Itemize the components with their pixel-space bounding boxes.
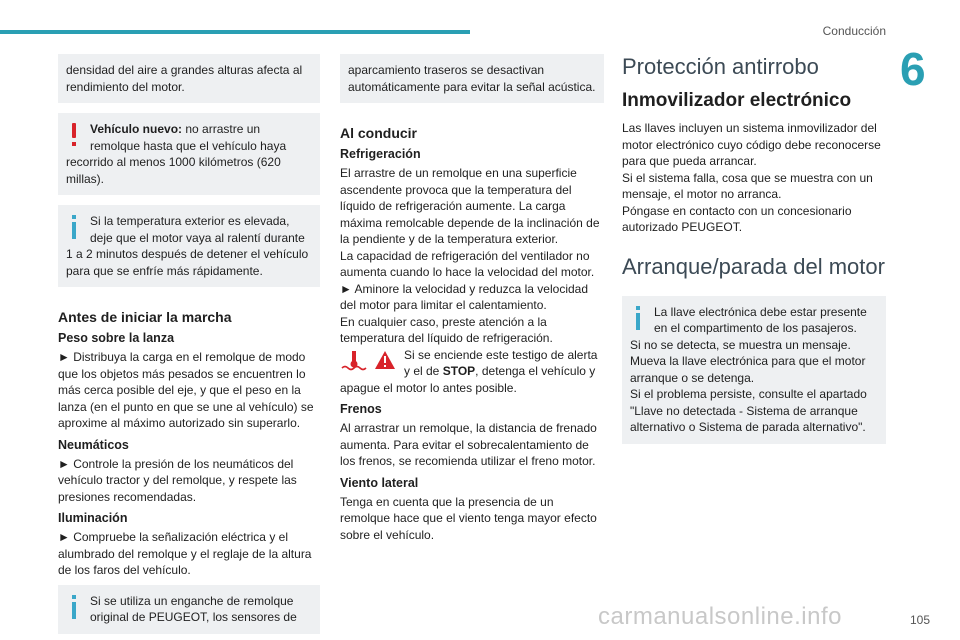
paragraph-neumaticos: ► Controle la presión de los neumáticos del vehículo tractor y del remolque, y respete las presiones recomendadas.: [58, 456, 297, 504]
subheading-iluminacion: Iluminación: [58, 511, 128, 525]
warning-exclamation-icon: [66, 121, 84, 153]
info-text: Si se utiliza un enganche de remolque original de PEUGEOT, los sensores de: [90, 593, 297, 624]
paragraph-refrigeracion-1: El arrastre de un remolque en una superficie ascendente provoca que la temperatura del líquido de refrigeración aumente. La carga máxima remolcable depende de la inclinación de la pendiente y de la temperatura exterior.: [340, 166, 600, 246]
title-proteccion: Protección antirrobo: [622, 54, 819, 79]
paragraph-refrigeracion-2: La capacidad de refrigeración del ventilador no aumenta cuando lo hace la velocidad del motor.: [340, 248, 595, 279]
info-box-llave: [622, 296, 886, 444]
info-text: Si la temperatura exterior es elevada, deje que el motor vaya al ralentí durante 1 a 2 minutos después de detener el vehículo para que se enfríe más rápidamente.: [66, 214, 309, 278]
note-text: densidad del aire a grandes alturas afecta al rendimiento del motor.: [66, 63, 303, 94]
header-accent-bar: [0, 30, 470, 34]
warning-lead: Vehículo nuevo:: [90, 122, 183, 136]
chapter-title: Conducción: [822, 24, 886, 38]
subheading-frenos: Frenos: [340, 402, 382, 416]
subheading-viento: Viento lateral: [340, 475, 419, 490]
subheading-lanza: Peso sobre la lanza: [58, 331, 175, 345]
info-text: aparcamiento traseros se desactivan automáticamente para evitar la señal acústica.: [348, 63, 596, 94]
info-text-d: Si el problema persiste, consulte el apartado "Llave no detectada - Sistema de arranque alternativo o Sistema de parada alternativo".: [630, 387, 867, 434]
page-number: 105: [909, 613, 930, 627]
info-box-continued: [340, 54, 604, 103]
alert-triangle-icon: [374, 350, 396, 370]
stop-label: STOP: [442, 364, 476, 378]
note-box-continued: [58, 54, 320, 103]
warning-text: no arrastre un remolque hasta que el vehículo haya recorrido al menos 1000 kilómetros (620 millas).: [66, 122, 287, 186]
subheading-refrigeracion: Refrigeración: [340, 147, 421, 161]
info-icon: [66, 593, 84, 625]
paragraph-lanza: ► Distribuya la carga en el remolque de modo que los objetos más pesados se encuentren lo más cerca posible del eje, y que el peso en la lanza (en el punto en que se une al vehículo) se aproxime al máximo autorizado sin superarlo.: [58, 350, 314, 430]
paragraph-refrigeracion-4: En cualquier caso, preste atención a la temperatura del líquido de refrigeración.: [340, 314, 553, 345]
info-text-c: Mueva la llave electrónica para que el motor arranque o se detenga.: [630, 354, 866, 385]
paragraph-frenos: Al arrastrar un remolque, la distancia de frenado aumenta. Para evitar el sobrecalentamiento de los frenos, se recomienda utilizar el freno motor.: [340, 421, 597, 468]
watermark: carmanualsonline.info: [598, 603, 842, 630]
paragraph-inmov-2: Si el sistema falla, cosa que se muestra con un mensaje, el motor no arranca.: [622, 170, 873, 201]
paragraph-testigo: [340, 347, 604, 397]
info-box-enganche: [58, 585, 320, 634]
subheading-neumaticos: Neumáticos: [58, 437, 129, 452]
testigo-text-b: , detenga el vehículo y apague el motor lo antes posible.: [340, 364, 596, 395]
section-title-conducir: Al conducir: [340, 125, 418, 141]
paragraph-inmov-1: Las llaves incluyen un sistema inmovilizador del motor electrónico cuyo código debe reconocerse para que pueda arrancar.: [622, 121, 881, 168]
chapter-number: 6: [900, 43, 926, 95]
coolant-temperature-icon: [340, 349, 368, 371]
info-box: [58, 205, 320, 287]
paragraph-iluminacion: ► Compruebe la señalización eléctrica y el alumbrado del remolque y el reglaje de la altura de los faros del vehículo.: [58, 530, 312, 577]
column-2: [340, 54, 604, 549]
paragraph-viento: Tenga en cuenta que la presencia de un remolque hace que el viento tenga mayor efecto sobre el vehículo.: [340, 494, 597, 542]
column-1: [58, 54, 320, 634]
info-icon: [630, 304, 648, 336]
warning-lamps: [340, 349, 396, 371]
title-arranque: Arranque/parada del motor: [622, 253, 885, 279]
paragraph-refrigeracion-3: ► Aminore la velocidad y reduzca la velocidad del motor para limitar el calentamiento.: [340, 281, 589, 312]
testigo-text-a: Si se enciende este testigo de alerta y el de: [404, 347, 598, 378]
title-inmovilizador: Inmovilizador electrónico: [622, 90, 852, 111]
info-text-a: La llave electrónica debe estar presente en el compartimento de los pasajeros.: [654, 304, 867, 335]
column-3: [622, 54, 886, 444]
info-icon: [66, 213, 84, 245]
section-title-antes: Antes de iniciar la marcha: [58, 309, 232, 325]
warning-box: [58, 113, 320, 195]
info-text-b: Si no se detecta, se muestra un mensaje.: [630, 337, 851, 352]
paragraph-inmov-3: Póngase en contacto con un concesionario autorizado PEUGEOT.: [622, 203, 852, 234]
